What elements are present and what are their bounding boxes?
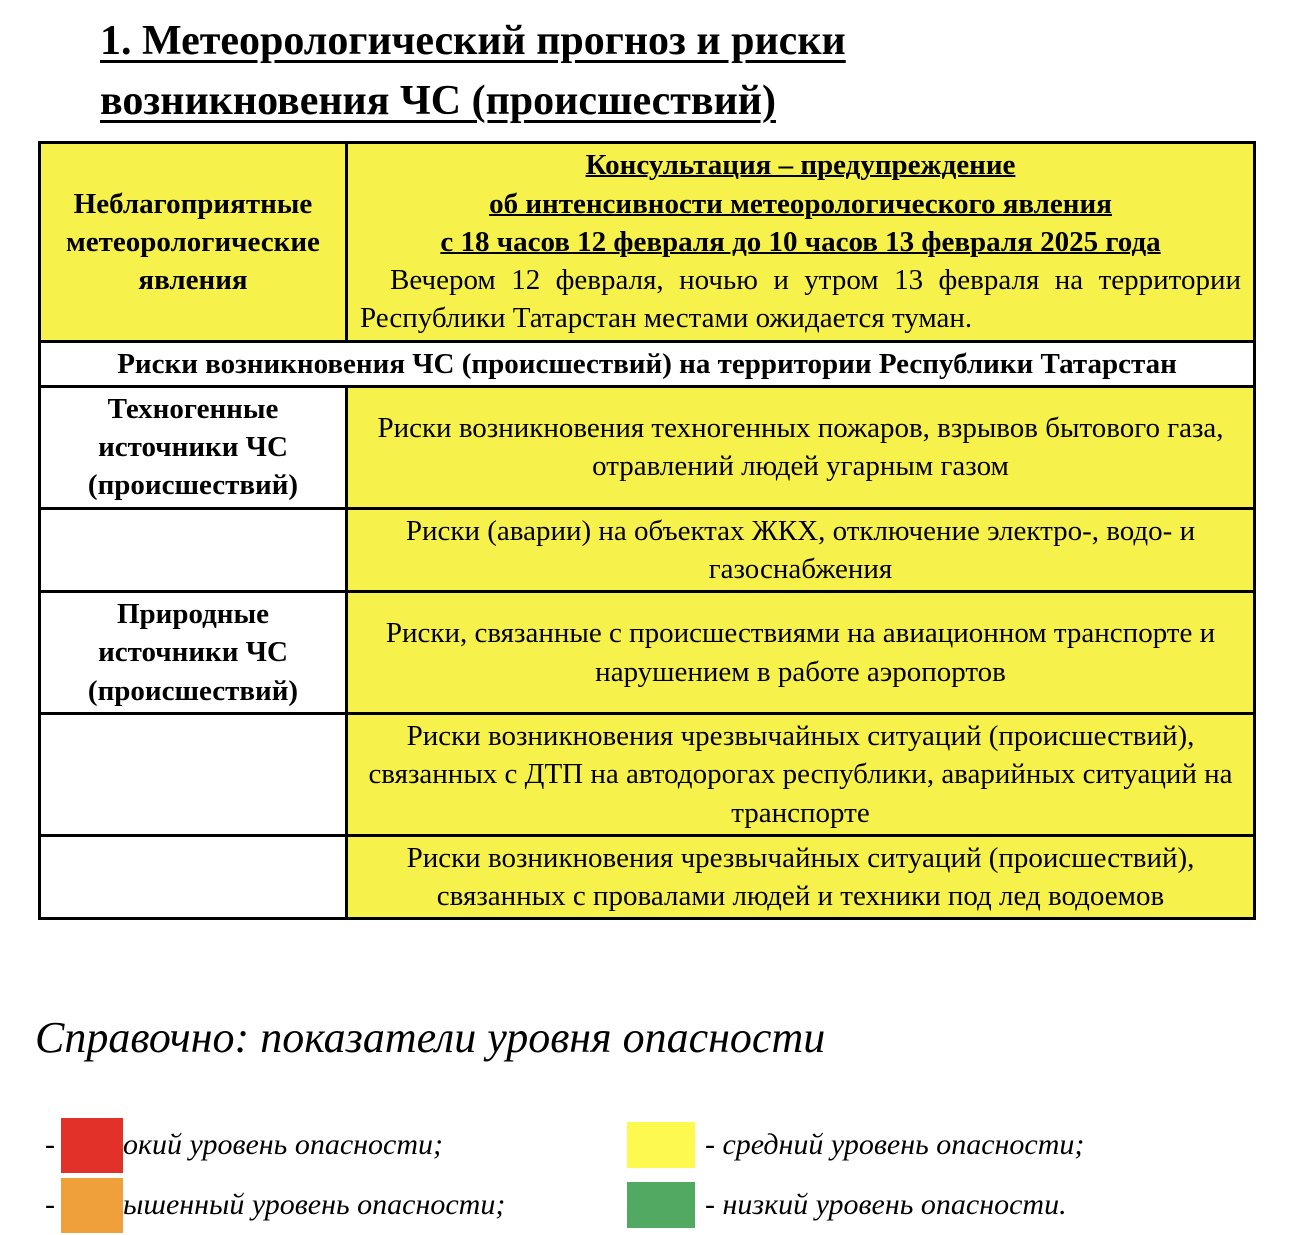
legend-item-high <box>45 1115 627 1175</box>
legend-item-low <box>627 1175 1227 1235</box>
row-label-natural: Природные источники ЧС (происшествий) <box>40 592 347 714</box>
legend-column-right <box>627 1115 1227 1235</box>
legend-label-low: - низкий уровень опасности. <box>705 1188 1067 1222</box>
legend-label-elevated: ышенный уровень опасности; <box>123 1188 506 1222</box>
row-label-technogenic: Техногенные источники ЧС (происшествий) <box>40 386 347 508</box>
reference-heading: Справочно: показатели уровня опасности <box>35 1013 826 1063</box>
risk-cell-utilities: Риски (аварии) на объектах ЖКХ, отключение электро-, водо- и газоснабжения <box>347 508 1255 592</box>
page-title-line-2: возникновения ЧС (происшествий) <box>100 77 776 124</box>
table-row <box>40 386 1255 508</box>
consultation-title-line-3: с 18 часов 12 февраля до 10 часов 13 февраля 2025 года <box>440 225 1161 258</box>
legend-label-high: окий уровень опасности; <box>123 1128 443 1162</box>
legend-dash: - <box>45 1128 55 1162</box>
table-row <box>40 508 1255 592</box>
page-title-line-1: 1. Метеорологический прогноз и риски <box>100 18 846 64</box>
table-row <box>40 713 1255 835</box>
low-danger-swatch <box>627 1182 695 1228</box>
medium-danger-swatch <box>627 1122 695 1168</box>
legend-item-medium <box>627 1115 1227 1175</box>
header-cell-phenomena: Неблагоприятные метеорологические явления <box>40 143 347 341</box>
elevated-danger-swatch <box>61 1178 123 1233</box>
legend-column-left <box>45 1115 627 1235</box>
row-label-empty-2 <box>40 713 347 835</box>
risk-cell-aviation: Риски, связанные с происшествиями на авиационном транспорте и нарушением в работе аэропортов <box>347 592 1255 714</box>
risk-cell-ice-falls: Риски возникновения чрезвычайных ситуаций (происшествий), связанных с провалами людей и техники под лед водоемов <box>347 835 1255 919</box>
table-row <box>40 835 1255 919</box>
table-row <box>40 143 1255 341</box>
table-row <box>40 592 1255 714</box>
risk-cell-fires: Риски возникновения техногенных пожаров, взрывов бытового газа, отравлений людей угарным газом <box>347 386 1255 508</box>
row-label-empty-1 <box>40 508 347 592</box>
row-label-empty-3 <box>40 835 347 919</box>
consultation-title-line-2: об интенсивности метеорологического явления <box>489 187 1112 220</box>
danger-level-legend <box>45 1115 1290 1235</box>
risk-cell-road-accidents: Риски возникновения чрезвычайных ситуаций (происшествий), связанных с ДТП на автодорогах республики, аварийных ситуаций на транспорте <box>347 713 1255 835</box>
consultation-body-text: Вечером 12 февраля, ночью и утром 13 февраля на территории Республики Татарстан местами ожидается туман. <box>360 264 1241 335</box>
table-row <box>40 341 1255 386</box>
risk-table <box>38 141 1256 920</box>
legend-label-medium: - средний уровень опасности; <box>705 1128 1085 1162</box>
high-danger-swatch <box>61 1118 123 1173</box>
legend-item-elevated <box>45 1175 627 1235</box>
page-title <box>100 12 1290 131</box>
consultation-title-line-1: Консультация – предупреждение <box>585 149 1016 182</box>
legend-dash: - <box>45 1188 55 1222</box>
header-cell-consultation <box>347 143 1255 341</box>
risks-band-heading: Риски возникновения ЧС (происшествий) на территории Республики Татарстан <box>40 341 1255 386</box>
